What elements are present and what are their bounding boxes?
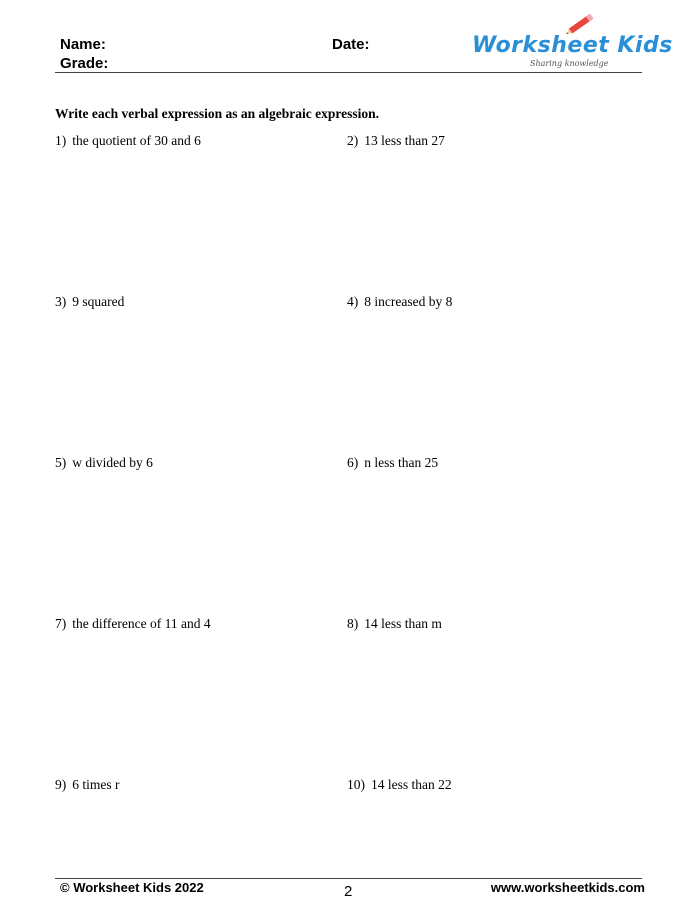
question-number: 10) [347,777,365,792]
question-text: 9 squared [72,294,125,309]
question-text: n less than 25 [364,455,439,470]
logo-tagline: Sharing knowledge [530,59,609,68]
question-text: 6 times r [72,777,120,792]
worksheet-kids-logo [470,10,673,72]
question-number: 5) [55,455,67,470]
question-text: 13 less than 27 [364,133,445,148]
question-item [55,777,120,793]
question-item [347,616,442,632]
question-number: 9) [55,777,67,792]
question-number: 3) [55,294,67,309]
instructions: Write each verbal expression as an algebraic expression. [55,106,379,121]
question-item [55,455,153,471]
grade-label: Grade: [60,55,109,72]
question-text: the quotient of 30 and 6 [72,133,201,148]
question-text: 14 less than m [364,616,442,631]
question-number: 6) [347,455,359,470]
header-divider [55,72,642,73]
question-text: 14 less than 22 [371,777,452,792]
question-item [55,294,124,310]
question-text: w divided by 6 [72,455,153,470]
question-item [347,455,438,471]
logo-text: Worksheet Kids [472,33,673,58]
page-number: 2 [344,883,353,900]
question-number: 7) [55,616,67,631]
question-number: 1) [55,133,67,148]
footer-copyright: © Worksheet Kids 2022 [60,880,204,895]
question-text: 8 increased by 8 [364,294,453,309]
question-item [55,133,201,149]
question-item [347,294,452,310]
question-number: 2) [347,133,359,148]
question-item [347,133,445,149]
question-number: 8) [347,616,359,631]
date-label: Date: [332,36,370,53]
question-item [55,616,211,632]
name-label: Name: [60,36,106,53]
footer-website: www.worksheetkids.com [490,880,645,895]
question-item [347,777,452,793]
question-text: the difference of 11 and 4 [72,616,211,631]
question-number: 4) [347,294,359,309]
footer-divider [55,878,642,879]
